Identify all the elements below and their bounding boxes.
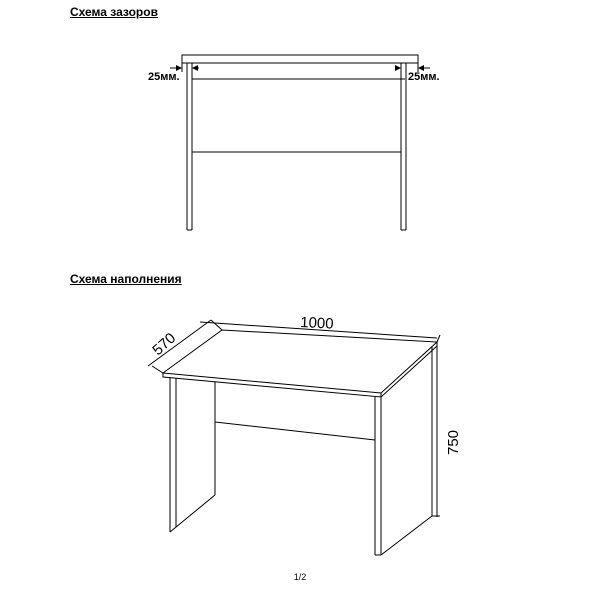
left-leg [187,63,192,230]
left-side-panel [170,377,215,532]
depth-label: 570 [149,329,180,359]
width-label: 1000 [299,314,335,333]
tabletop-front [182,55,418,63]
fill-scheme-drawing [148,320,440,555]
modesty-panel [215,396,375,440]
right-side-panel [375,347,432,555]
page-number: 1/2 [293,572,307,582]
height-label: 750 [445,429,462,455]
fill-scheme-title: Схема наполнения [70,272,182,286]
right-gap-label: 25мм. [408,71,440,83]
gap-scheme-title: Схема зазоров [70,5,158,19]
gap-scheme-drawing [170,55,430,230]
left-gap-label: 25мм. [148,71,180,83]
right-leg [401,63,406,230]
tabletop-front-edge [163,373,381,397]
height-dimension [432,346,440,517]
